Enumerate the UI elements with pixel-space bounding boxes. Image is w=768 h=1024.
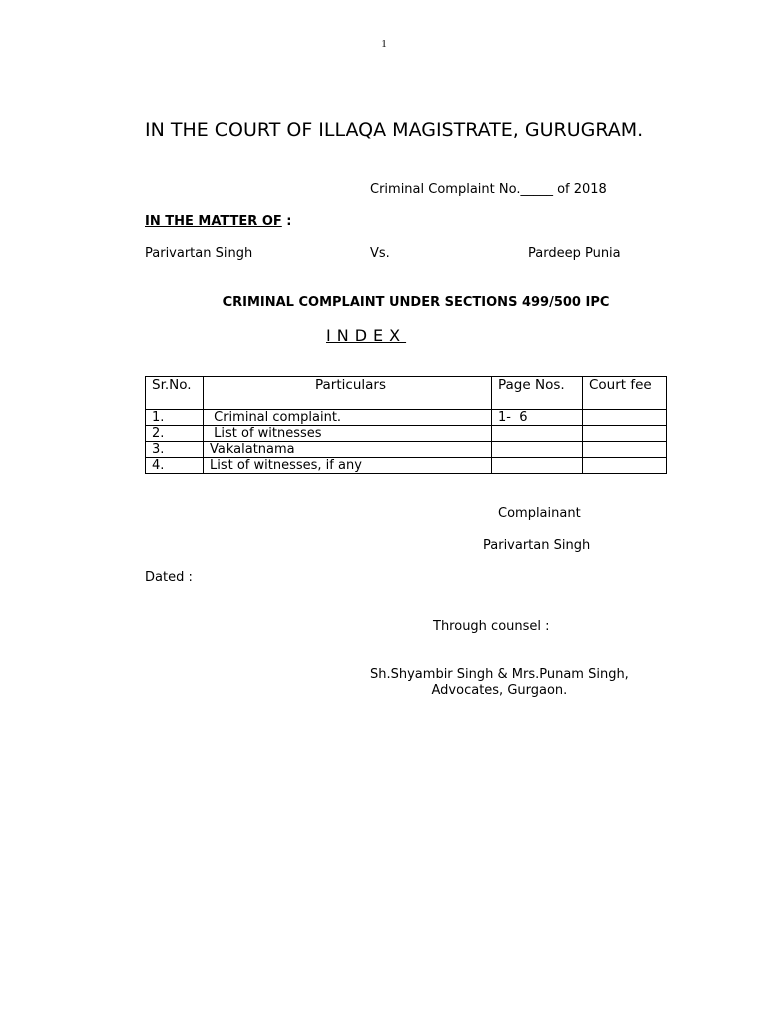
page-number: 1 xyxy=(381,38,387,50)
table-row xyxy=(146,426,667,442)
matter-label: IN THE MATTER OF xyxy=(145,214,282,229)
header-page-nos: Page Nos. xyxy=(492,377,583,410)
cell-page-nos xyxy=(492,426,583,442)
cell-court-fee xyxy=(583,442,667,458)
through-counsel-label: Through counsel : xyxy=(433,619,550,634)
header-particulars: Particulars xyxy=(204,377,492,410)
dated-label: Dated : xyxy=(145,570,193,585)
header-sr-no: Sr.No. xyxy=(146,377,204,410)
table-row xyxy=(146,410,667,426)
sections-heading: CRIMINAL COMPLAINT UNDER SECTIONS 499/500 IPC xyxy=(222,295,610,310)
party-respondent: Pardeep Punia xyxy=(528,246,621,261)
cell-particulars: Vakalatnama xyxy=(204,442,492,458)
cell-court-fee xyxy=(583,410,667,426)
header-court-fee: Court fee xyxy=(583,377,667,410)
cell-particulars: List of witnesses xyxy=(204,426,492,442)
matter-heading xyxy=(145,214,292,229)
index-table xyxy=(145,376,667,474)
versus-label: Vs. xyxy=(370,246,390,261)
table-header-row xyxy=(146,377,667,410)
advocates-names: Sh.Shyambir Singh & Mrs.Punam Singh, xyxy=(370,667,629,682)
cell-sr-no: 3. xyxy=(146,442,204,458)
court-title: IN THE COURT OF ILLAQA MAGISTRATE, GURUGRAM. xyxy=(145,119,644,141)
cell-page-nos xyxy=(492,458,583,474)
complainant-name: Parivartan Singh xyxy=(483,538,591,553)
cell-sr-no: 1. xyxy=(146,410,204,426)
party-complainant: Parivartan Singh xyxy=(145,246,253,261)
cell-particulars: List of witnesses, if any xyxy=(204,458,492,474)
advocates-block xyxy=(370,667,629,699)
complainant-label: Complainant xyxy=(498,506,581,521)
table-row xyxy=(146,442,667,458)
cell-court-fee xyxy=(583,458,667,474)
complaint-number: Criminal Complaint No._____ of 2018 xyxy=(370,182,607,197)
cell-page-nos: 1- 6 xyxy=(492,410,583,426)
cell-sr-no: 2. xyxy=(146,426,204,442)
cell-page-nos xyxy=(492,442,583,458)
index-heading: INDEX xyxy=(326,326,407,345)
table-row xyxy=(146,458,667,474)
advocates-location: Advocates, Gurgaon. xyxy=(431,683,568,698)
cell-sr-no: 4. xyxy=(146,458,204,474)
cell-particulars: Criminal complaint. xyxy=(204,410,492,426)
matter-colon: : xyxy=(281,214,292,229)
cell-court-fee xyxy=(583,426,667,442)
